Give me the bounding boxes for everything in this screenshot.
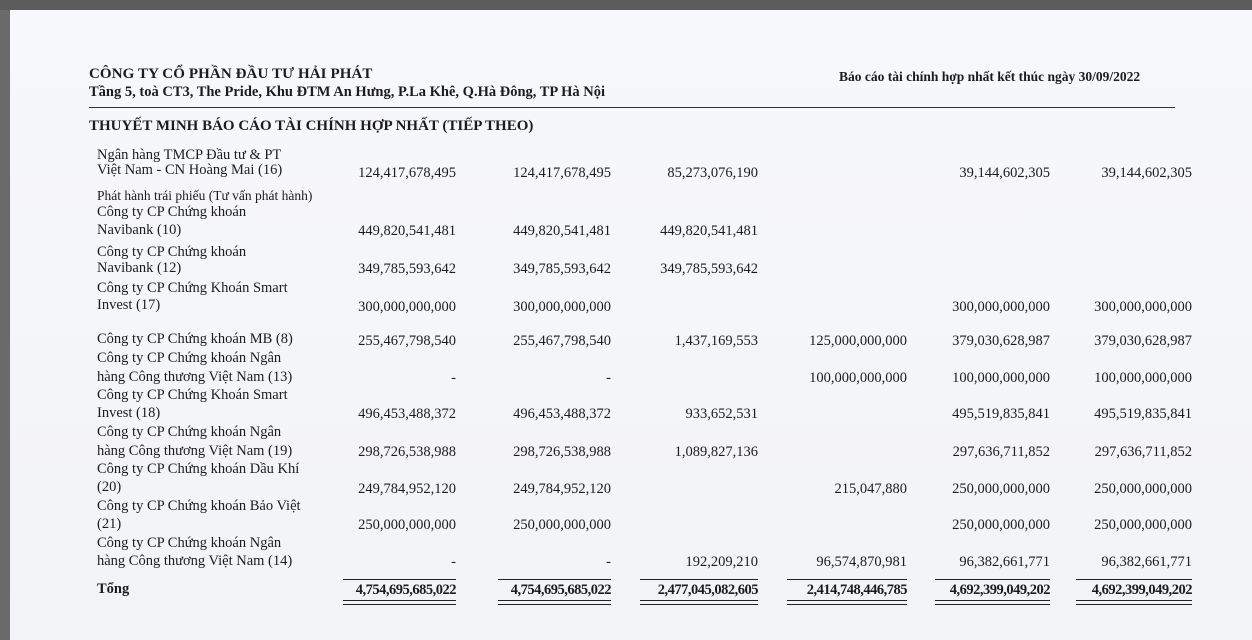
- cell-value: 96,382,661,771: [1101, 554, 1192, 570]
- row-label: Việt Nam - CN Hoàng Mai (16): [97, 162, 283, 178]
- cell-value: 249,784,952,120: [513, 481, 611, 497]
- row-label: hàng Công thương Việt Nam (19): [97, 443, 293, 459]
- row-label: Invest (17): [97, 297, 161, 313]
- subtotal-rule: [787, 579, 907, 580]
- cell-value: 298,726,538,988: [513, 444, 611, 460]
- cell-value: 449,820,541,481: [358, 223, 456, 239]
- subtotal-rule: [498, 579, 611, 580]
- cell-value: 215,047,880: [834, 481, 907, 497]
- cell-value: 1,437,169,553: [674, 333, 758, 349]
- cell-value: 124,417,678,495: [358, 165, 456, 181]
- viewer-top-border: [0, 0, 1252, 10]
- cell-value: 297,636,711,852: [1094, 444, 1192, 460]
- cell-value: 96,574,870,981: [816, 554, 907, 570]
- row-label: Công ty CP Chứng khoán Bảo Việt: [97, 498, 301, 514]
- total-double-rule: [935, 600, 1050, 605]
- cell-value: 39,144,602,305: [959, 165, 1050, 181]
- cell-value: 349,785,593,642: [513, 261, 611, 277]
- total-double-rule: [787, 600, 907, 605]
- row-label: hàng Công thương Việt Nam (13): [97, 369, 293, 385]
- row-label: Công ty CP Chứng khoán Dầu Khí: [97, 461, 300, 477]
- cell-value: 300,000,000,000: [513, 299, 611, 315]
- cell-value: 85,273,076,190: [667, 165, 758, 181]
- row-label: Công ty CP Chứng khoán Ngân: [97, 535, 282, 551]
- row-label: (20): [97, 479, 122, 495]
- company-address: Tầng 5, toà CT3, The Pride, Khu ĐTM An Hưng, P.La Khê, Q.Hà Đông, TP Hà Nội: [89, 84, 606, 100]
- cell-value: 496,453,488,372: [358, 406, 456, 422]
- total-double-rule: [498, 600, 611, 605]
- cell-value: 39,144,602,305: [1101, 165, 1192, 181]
- cell-value: 449,820,541,481: [513, 223, 611, 239]
- total-value: 4,692,399,049,202: [1091, 582, 1192, 598]
- row-label: Công ty CP Chứng khoán: [97, 204, 247, 220]
- company-name: CÔNG TY CỔ PHẦN ĐẦU TƯ HẢI PHÁT: [89, 66, 373, 82]
- cell-value: -: [451, 370, 456, 386]
- total-value: 4,692,399,049,202: [949, 582, 1050, 598]
- total-value: 4,754,695,685,022: [355, 582, 456, 598]
- cell-value: 192,209,210: [685, 554, 758, 570]
- section-title: THUYẾT MINH BÁO CÁO TÀI CHÍNH HỢP NHẤT (TIẾP THEO): [89, 118, 534, 134]
- cell-value: 100,000,000,000: [1094, 370, 1192, 386]
- total-label: Tổng: [97, 581, 130, 597]
- cell-value: 298,726,538,988: [358, 444, 456, 460]
- cell-value: 250,000,000,000: [1094, 517, 1192, 533]
- cell-value: 379,030,628,987: [952, 333, 1050, 349]
- cell-value: 349,785,593,642: [660, 261, 758, 277]
- row-label: Invest (18): [97, 405, 161, 421]
- cell-value: 495,519,835,841: [1094, 406, 1192, 422]
- cell-value: 250,000,000,000: [358, 517, 456, 533]
- row-label: Công ty CP Chứng Khoán Smart: [97, 387, 288, 403]
- row-label: Công ty CP Chứng khoán: [97, 244, 247, 260]
- cell-value: 250,000,000,000: [952, 517, 1050, 533]
- total-value: 2,477,045,082,605: [657, 582, 758, 598]
- total-double-rule: [1076, 600, 1192, 605]
- cell-value: 250,000,000,000: [952, 481, 1050, 497]
- total-value: 4,754,695,685,022: [510, 582, 611, 598]
- cell-value: 255,467,798,540: [358, 333, 456, 349]
- cell-value: 96,382,661,771: [959, 554, 1050, 570]
- cell-value: -: [606, 370, 611, 386]
- row-label: Ngân hàng TMCP Đầu tư & PT: [97, 147, 282, 163]
- row-label: (21): [97, 516, 122, 532]
- row-label: Công ty CP Chứng khoán Ngân: [97, 424, 282, 440]
- cell-value: 255,467,798,540: [513, 333, 611, 349]
- document-page: [10, 10, 1252, 640]
- total-value: 2,414,748,446,785: [806, 582, 907, 598]
- report-title: Báo cáo tài chính hợp nhất kết thúc ngày 30/09/2022: [839, 69, 1141, 84]
- cell-value: 124,417,678,495: [513, 165, 611, 181]
- row-label: hàng Công thương Việt Nam (14): [97, 553, 293, 569]
- cell-value: 1,089,827,136: [674, 444, 758, 460]
- cell-value: 449,820,541,481: [660, 223, 758, 239]
- total-double-rule: [343, 600, 456, 605]
- subtotal-rule: [1076, 579, 1192, 580]
- row-label: Công ty CP Chứng Khoán Smart: [97, 280, 288, 296]
- cell-value: 300,000,000,000: [1094, 299, 1192, 315]
- cell-value: 249,784,952,120: [358, 481, 456, 497]
- cell-value: 496,453,488,372: [513, 406, 611, 422]
- cell-value: 300,000,000,000: [952, 299, 1050, 315]
- row-label: Công ty CP Chứng khoán MB (8): [97, 331, 293, 347]
- subtotal-rule: [935, 579, 1050, 580]
- cell-value: -: [451, 554, 456, 570]
- row-subheading: Phát hành trái phiếu (Tư vấn phát hành): [97, 188, 313, 203]
- cell-value: 300,000,000,000: [358, 299, 456, 315]
- cell-value: 125,000,000,000: [809, 333, 907, 349]
- cell-value: -: [606, 554, 611, 570]
- cell-value: 250,000,000,000: [513, 517, 611, 533]
- cell-value: 100,000,000,000: [952, 370, 1050, 386]
- total-double-rule: [640, 600, 758, 605]
- cell-value: 349,785,593,642: [358, 261, 456, 277]
- cell-value: 297,636,711,852: [952, 444, 1050, 460]
- cell-value: 379,030,628,987: [1094, 333, 1192, 349]
- header-rule: [89, 107, 1175, 108]
- row-label: Công ty CP Chứng khoán Ngân: [97, 350, 282, 366]
- cell-value: 250,000,000,000: [1094, 481, 1192, 497]
- cell-value: 100,000,000,000: [809, 370, 907, 386]
- subtotal-rule: [640, 579, 758, 580]
- row-label: Navibank (10): [97, 222, 182, 238]
- row-label: Navibank (12): [97, 260, 182, 276]
- cell-value: 495,519,835,841: [952, 406, 1050, 422]
- cell-value: 933,652,531: [685, 406, 758, 422]
- subtotal-rule: [343, 579, 456, 580]
